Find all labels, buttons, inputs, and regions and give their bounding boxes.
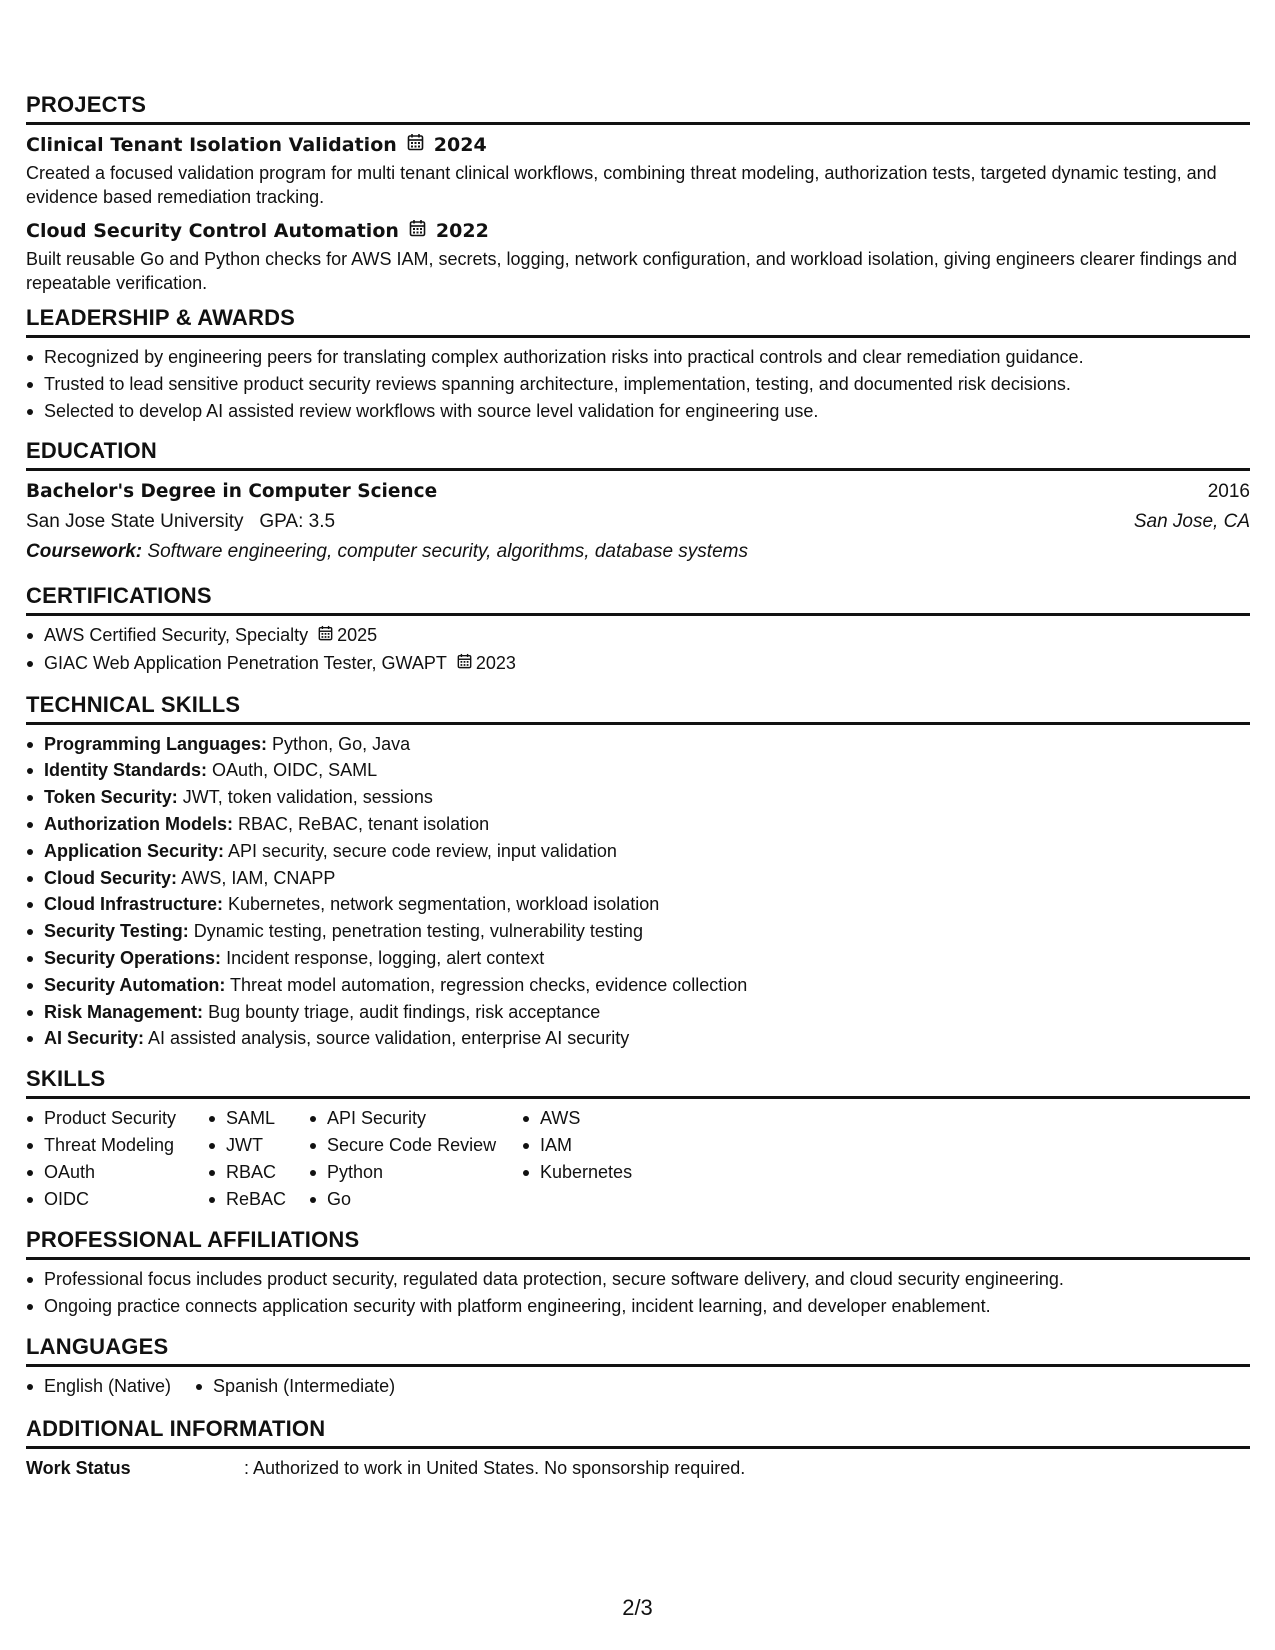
list-item	[44, 918, 1250, 945]
coursework	[26, 537, 1250, 567]
skill-values: Dynamic testing, penetration testing, vulnerability testing	[193, 921, 643, 942]
section-divider	[26, 613, 1250, 616]
skill-item: OIDC	[44, 1186, 208, 1213]
skill-values: RBAC, ReBAC, tenant isolation	[238, 814, 490, 835]
certification-year: 2025	[337, 625, 378, 646]
affiliations-list	[26, 1266, 1250, 1320]
additional-info-section	[26, 1414, 1250, 1481]
page-number: 2/3	[622, 1595, 653, 1620]
resume-page	[26, 90, 1250, 1481]
calendar-icon	[457, 650, 472, 677]
skill-values: Bug bounty triage, audit findings, risk acceptance	[208, 1001, 601, 1022]
skill-item: Python	[327, 1159, 522, 1186]
degree-name: Bachelor's Degree in Computer Science	[26, 481, 438, 503]
education-degree-row	[26, 477, 1250, 507]
certification-name: GIAC Web Application Penetration Tester, GWAPT	[44, 653, 447, 674]
skill-item: Secure Code Review	[327, 1132, 522, 1159]
skills-column	[522, 1105, 722, 1213]
work-status-label: Work Status	[26, 1457, 131, 1478]
skill-item: SAML	[226, 1105, 309, 1132]
list-item	[44, 972, 1250, 999]
certification-item	[44, 650, 1250, 678]
certification-year: 2023	[475, 653, 516, 674]
section-title: ADDITIONAL INFORMATION	[26, 1415, 326, 1441]
skill-category: Token Security:	[44, 787, 178, 808]
list-item	[44, 731, 1250, 758]
list-item	[44, 891, 1250, 918]
certifications-section	[26, 581, 1250, 689]
skill-category: Security Operations:	[44, 948, 222, 969]
skill-item: Go	[327, 1186, 522, 1213]
skill-values: Kubernetes, network segmentation, workload isolation	[228, 894, 660, 915]
skill-category: Risk Management:	[44, 1001, 204, 1022]
skill-category: Security Testing:	[44, 921, 189, 942]
technical-skills-list	[26, 731, 1250, 1053]
skill-category: Programming Languages:	[44, 733, 268, 754]
list-item	[44, 811, 1250, 838]
skill-values: OAuth, OIDC, SAML	[212, 760, 378, 781]
section-title: EDUCATION	[26, 438, 157, 464]
skills-column	[26, 1105, 208, 1213]
gpa: GPA: 3.5	[259, 511, 336, 533]
calendar-icon	[407, 131, 424, 159]
list-item	[44, 945, 1250, 972]
projects-section	[26, 90, 1250, 295]
leadership-section	[26, 303, 1250, 436]
skill-values: API security, secure code review, input validation	[228, 840, 617, 861]
language-item: Spanish (Intermediate)	[213, 1373, 395, 1400]
section-divider	[26, 1446, 1250, 1449]
school-location: San Jose, CA	[1133, 511, 1250, 533]
section-divider	[26, 122, 1250, 125]
certification-name: AWS Certified Security, Specialty	[44, 625, 309, 646]
list-item	[44, 757, 1250, 784]
project-heading	[26, 131, 1250, 159]
project-year: 2024	[433, 134, 487, 156]
skill-category: Cloud Infrastructure:	[44, 894, 224, 915]
section-divider	[26, 1364, 1250, 1367]
skill-item: API Security	[327, 1105, 522, 1132]
skill-category: Identity Standards:	[44, 760, 208, 781]
project-name: Cloud Security Control Automation	[26, 220, 399, 242]
skills-section	[26, 1064, 1250, 1225]
skill-values: Threat model automation, regression checks, evidence collection	[230, 974, 748, 995]
section-divider	[26, 1096, 1250, 1099]
technical-skills-section	[26, 690, 1250, 1065]
skills-column	[208, 1105, 309, 1213]
skill-category: AI Security:	[44, 1028, 145, 1049]
section-divider	[26, 1257, 1250, 1260]
skill-item: OAuth	[44, 1159, 208, 1186]
section-title: TECHNICAL SKILLS	[26, 691, 241, 717]
skills-grid	[26, 1105, 1250, 1213]
list-item: Trusted to lead sensitive product security reviews spanning architecture, implementation, testing, and documented risk decisions.	[44, 371, 1250, 398]
education-section	[26, 436, 1250, 581]
section-title: LANGUAGES	[26, 1333, 169, 1359]
skill-category: Security Automation:	[44, 974, 226, 995]
list-item: Selected to develop AI assisted review workflows with source level validation for engineering use.	[44, 398, 1250, 425]
project-name: Clinical Tenant Isolation Validation	[26, 134, 397, 156]
section-title: PROFESSIONAL AFFILIATIONS	[26, 1227, 360, 1253]
skill-item: Kubernetes	[540, 1159, 722, 1186]
calendar-icon	[409, 217, 426, 245]
skill-item: ReBAC	[226, 1186, 309, 1213]
work-status-row	[26, 1455, 1250, 1481]
affiliations-section	[26, 1225, 1250, 1332]
skill-item: Threat Modeling	[44, 1132, 208, 1159]
coursework-label: Coursework:	[26, 541, 143, 563]
list-item: Professional focus includes product security, regulated data protection, secure software delivery, and cloud security engineering.	[44, 1266, 1250, 1293]
certification-item	[44, 622, 1250, 650]
work-status-value: : Authorized to work in United States. No sponsorship required.	[244, 1457, 746, 1478]
school-name: San Jose State University	[26, 511, 244, 533]
education-school-row	[26, 507, 1250, 537]
calendar-icon	[318, 622, 333, 649]
section-title: PROJECTS	[26, 92, 147, 117]
list-item	[44, 865, 1250, 892]
list-item: Ongoing practice connects application security with platform engineering, incident learning, and developer enablement.	[44, 1293, 1250, 1320]
list-item: Recognized by engineering peers for translating complex authorization risks into practical controls and clear remediation guidance.	[44, 344, 1250, 371]
section-divider	[26, 468, 1250, 471]
list-item	[44, 784, 1250, 811]
section-divider	[26, 335, 1250, 338]
certifications-list	[26, 622, 1250, 677]
skill-item: IAM	[540, 1132, 722, 1159]
list-item	[44, 999, 1250, 1026]
skill-values: JWT, token validation, sessions	[182, 787, 433, 808]
skill-category: Authorization Models:	[44, 814, 233, 835]
skill-item: JWT	[226, 1132, 309, 1159]
project-description: Built reusable Go and Python checks for AWS IAM, secrets, logging, network configuration, and workload isolation, giving engineers clearer findings and repeatable verification.	[26, 249, 1237, 293]
skills-column	[309, 1105, 522, 1213]
skill-category: Cloud Security:	[44, 867, 178, 888]
section-title: CERTIFICATIONS	[26, 583, 212, 609]
project-heading	[26, 217, 1250, 245]
section-title: LEADERSHIP & AWARDS	[26, 305, 296, 330]
skill-values: AI assisted analysis, source validation, enterprise AI security	[148, 1028, 630, 1049]
list-item	[44, 1025, 1250, 1052]
languages-section	[26, 1332, 1250, 1414]
skill-item: RBAC	[226, 1159, 309, 1186]
leadership-list	[26, 344, 1250, 424]
skill-item: Product Security	[44, 1105, 208, 1132]
project-description: Created a focused validation program for multi tenant clinical workflows, combining threat modeling, authorization tests, targeted dynamic testing, and evidence based remediation tracking.	[26, 163, 1217, 207]
list-item	[44, 838, 1250, 865]
languages-row	[26, 1373, 1250, 1400]
skill-values: Python, Go, Java	[272, 733, 411, 754]
skill-values: Incident response, logging, alert context	[226, 948, 545, 969]
section-title: SKILLS	[26, 1066, 106, 1092]
skill-item: AWS	[540, 1105, 722, 1132]
education-year: 2016	[1207, 481, 1250, 503]
coursework-value: Software engineering, computer security, algorithms, database systems	[147, 541, 748, 563]
project-year: 2022	[435, 220, 489, 242]
skill-values: AWS, IAM, CNAPP	[181, 867, 336, 888]
skill-category: Application Security:	[44, 840, 225, 861]
section-divider	[26, 722, 1250, 725]
language-item: English (Native)	[44, 1373, 171, 1400]
